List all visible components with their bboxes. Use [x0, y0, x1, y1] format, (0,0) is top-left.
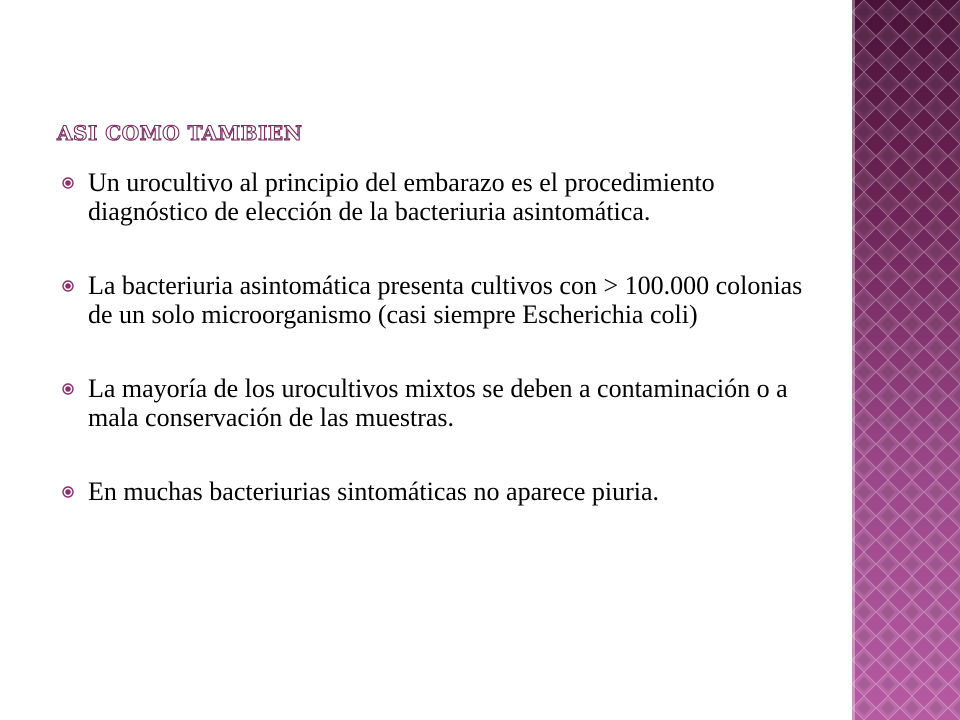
bullet-text: Un urocultivo al principio del embarazo es el procedimiento diagnóstico de elección de la bacteriuria asintomática.	[88, 168, 715, 226]
bullet-text: En muchas bacteriurias sintomáticas no aparece piuria.	[88, 477, 660, 506]
radio-dot-bullet-icon	[62, 486, 74, 498]
radio-dot-bullet-icon	[62, 177, 74, 189]
bullet-text: La bacteriuria asintomática presenta cultivos con > 100.000 colonias de un solo microorganismo (casi siempre Escherichia coli)	[88, 271, 803, 329]
bullet-item	[60, 271, 830, 329]
radio-dot-bullet-icon	[62, 383, 74, 395]
radio-dot-bullet-icon	[62, 280, 74, 292]
bullet-list	[60, 168, 830, 506]
bullet-item	[60, 168, 830, 226]
bullet-item	[60, 374, 830, 432]
slide-title: ASI COMO TAMBIEN	[57, 121, 303, 145]
diamond-pattern-decoration	[852, 0, 960, 720]
decorative-side-panel	[852, 0, 960, 720]
bullet-item	[60, 477, 830, 506]
bullet-text: La mayoría de los urocultivos mixtos se deben a contaminación o a mala conservación de las muestras.	[88, 374, 788, 432]
